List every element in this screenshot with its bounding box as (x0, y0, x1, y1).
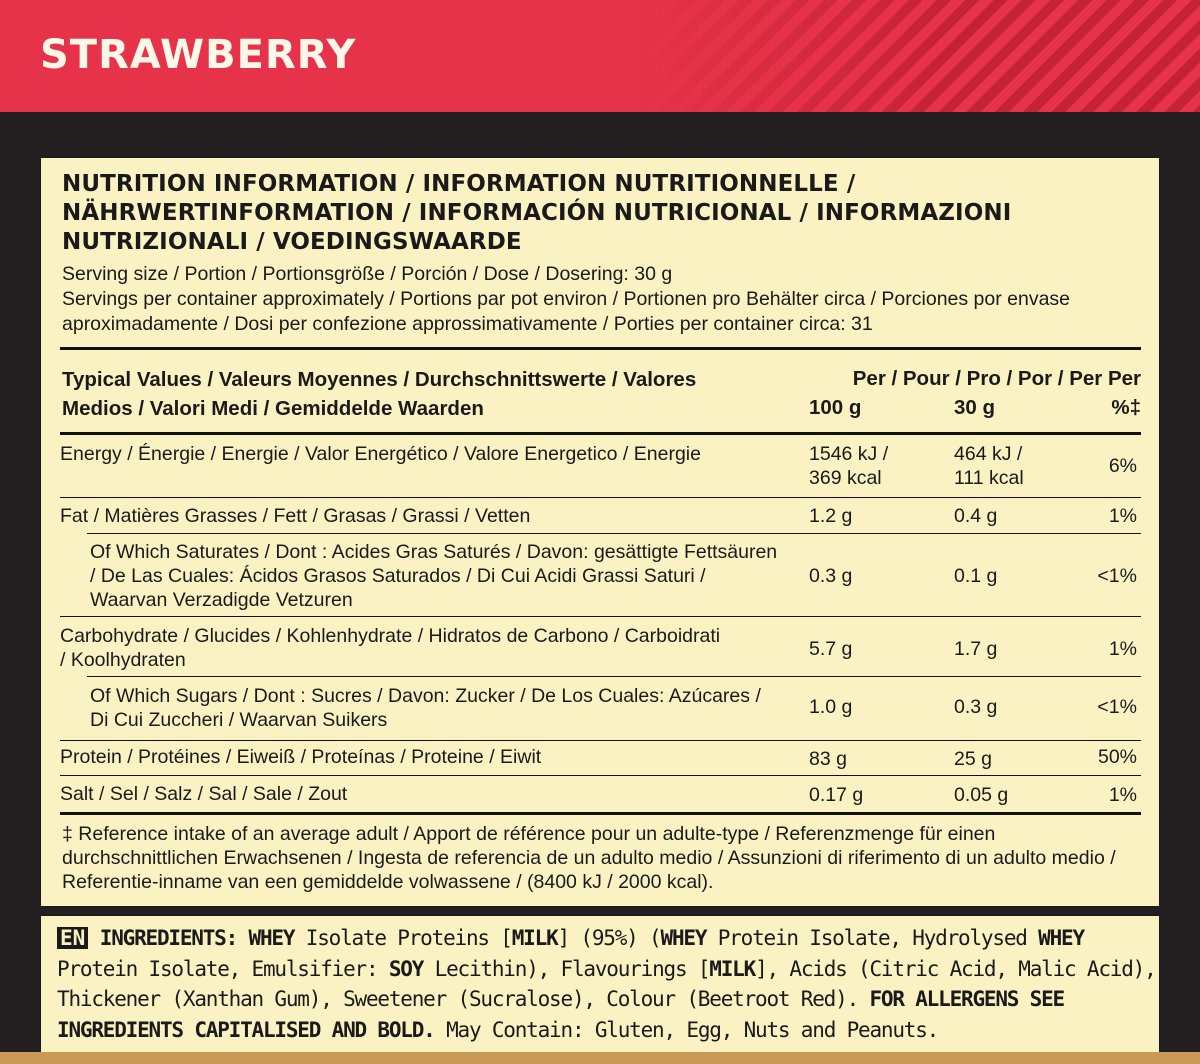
ingredients-panel (40, 915, 1160, 1055)
row-label-protein: Protein / Protéines / Eiweiß / Proteínas / Proteine / Eiwit (60, 746, 542, 768)
table-header-label: Typical Values / Valeurs Moyennes / Durchschnittswerte / Valores Medios / Valori Medi / Gemiddelde Waarden (62, 368, 697, 420)
row-per100-energy: 1546 kJ / 369 kcal (809, 443, 889, 489)
row-divider (60, 740, 1141, 741)
row-label-sugars: Of Which Sugars / Dont : Sucres / Davon: Zucker / De Los Cuales: Azúcares / Di Cui Zuccheri / Waarvan Suikers (90, 685, 761, 731)
nutrition-panel (40, 157, 1160, 907)
row-divider (87, 676, 1141, 677)
row-pct-fat: 1% (1108, 505, 1137, 527)
row-label-fat: Fat / Matières Grasses / Fett / Grasas / Grassi / Vetten (60, 505, 531, 527)
row-divider (60, 616, 1141, 617)
table-header-100g: 100 g (809, 396, 862, 419)
ingredients-segment: ] (95%) ( (557, 926, 661, 950)
flavour-title: STRAWBERRY (40, 32, 357, 78)
row-divider (87, 533, 1141, 534)
row-per100-fat: 1.2 g (809, 505, 853, 527)
ingredients-text (57, 923, 1157, 1045)
ingredients-segment: Lecithin), Flavourings [ (423, 956, 710, 981)
ingredients-segment: Isolate Proteins [ (294, 926, 512, 950)
row-pct-saturates: <1% (1097, 565, 1137, 587)
ingredients-segment: Protein Isolate, Emulsifier: (57, 956, 389, 981)
row-label-energy: Energy / Énergie / Energie / Valor Energético / Valore Energetico / Energie (60, 443, 701, 465)
may-contain-notice: May Contain: Gluten, Egg, Nuts and Peanuts. (434, 1017, 939, 1042)
table-header-per: Per / Pour / Pro / Por / Per Per (852, 367, 1141, 390)
row-per30-fat: 0.4 g (954, 505, 998, 527)
row-per30-sugars: 0.3 g (954, 696, 998, 718)
table-bottom-rule (60, 812, 1141, 815)
row-label-carbohydrate: Carbohydrate / Glucides / Kohlenhydrate / Hidratos de Carbono / Carboidrati / Koolhydraten (60, 625, 721, 671)
language-badge: EN (57, 927, 88, 949)
table-header-30g: 30 g (954, 396, 996, 419)
row-pct-carbohydrate: 1% (1108, 638, 1137, 660)
allergen: WHEY (1038, 926, 1084, 950)
flavour-banner (0, 0, 1200, 112)
allergen: MILK (709, 956, 756, 981)
row-per100-sugars: 1.0 g (809, 696, 853, 718)
allergen: SOY (388, 956, 424, 981)
table-top-rule (60, 347, 1141, 350)
row-per100-salt: 0.17 g (809, 784, 864, 806)
row-pct-protein: 50% (1097, 746, 1137, 768)
row-per30-protein: 25 g (954, 748, 992, 770)
servings-per-container: Servings per container approximately / Portions par pot environ / Portionen pro Behälter circa / Porciones por envase aproximadamente / Dosi per confezione approssimativamente / Porties per container circa: 31 (62, 288, 1071, 335)
row-per100-saturates: 0.3 g (809, 565, 853, 587)
allergen: WHEY (248, 926, 295, 950)
row-divider (60, 775, 1141, 776)
row-pct-energy: 6% (1108, 455, 1137, 477)
banner-stripes (640, 0, 1200, 112)
row-per30-salt: 0.05 g (954, 784, 1009, 806)
row-per30-energy: 464 kJ / 111 kcal (954, 443, 1024, 489)
ingredients-segment: ], Acids (Citric Acid, Malic Acid), Thickener (Xanthan Gum), Sweetener (Sucralose), Colour (Beetroot Red). (57, 956, 1156, 1011)
row-per100-protein: 83 g (809, 748, 847, 770)
ingredients-segment: Protein Isolate, Hydrolysed (706, 926, 1039, 950)
row-per100-carbohydrate: 5.7 g (809, 638, 853, 660)
row-label-saturates: Of Which Saturates / Dont : Acides Gras Saturés / Davon: gesättigte Fettsäuren / De Las Cuales: Ácidos Grasos Saturados / Di Cui Acidi Grassi Saturi / Waarvan Verzadigde Vetzuren (90, 541, 778, 611)
serving-size: Serving size / Portion / Portionsgröße / Porción / Dose / Dosering: 30 g (62, 263, 673, 285)
row-pct-sugars: <1% (1097, 696, 1137, 718)
row-per30-carbohydrate: 1.7 g (954, 638, 998, 660)
nutrition-heading: NUTRITION INFORMATION / INFORMATION NUTRITIONNELLE / NÄHRWERTINFORMATION / INFORMACIÓN NUTRICIONAL / INFORMAZIONI NUTRIZIONALI / VOEDINGSWAARDE (62, 171, 1012, 255)
bottom-bar (0, 1052, 1200, 1064)
row-pct-salt: 1% (1108, 784, 1137, 806)
row-divider (60, 497, 1141, 498)
allergen: MILK (511, 926, 558, 950)
row-per30-saturates: 0.1 g (954, 565, 998, 587)
reference-footnote: ‡ Reference intake of an average adult / Apport de référence pour un adulte-type / Referenzmenge für einen durchschnittlichen Erwachsenen / Ingesta de referencia de un adulto medio / Assunzioni di riferimento di un adulto medio / Referentie-inname van een gemiddelde volwassene / (8400 kJ / 2000 kcal). (62, 823, 1116, 893)
ingredients-label: INGREDIENTS: (99, 926, 238, 950)
allergen: WHEY (660, 926, 707, 950)
allergen-notice: FOR ALLERGENS SEE INGREDIENTS CAPITALISED AND BOLD. (57, 987, 1065, 1042)
header-bottom-rule (60, 432, 1141, 435)
row-label-salt: Salt / Sel / Salz / Sal / Sale / Zout (60, 783, 348, 805)
table-header-pct: %‡ (1111, 396, 1141, 419)
